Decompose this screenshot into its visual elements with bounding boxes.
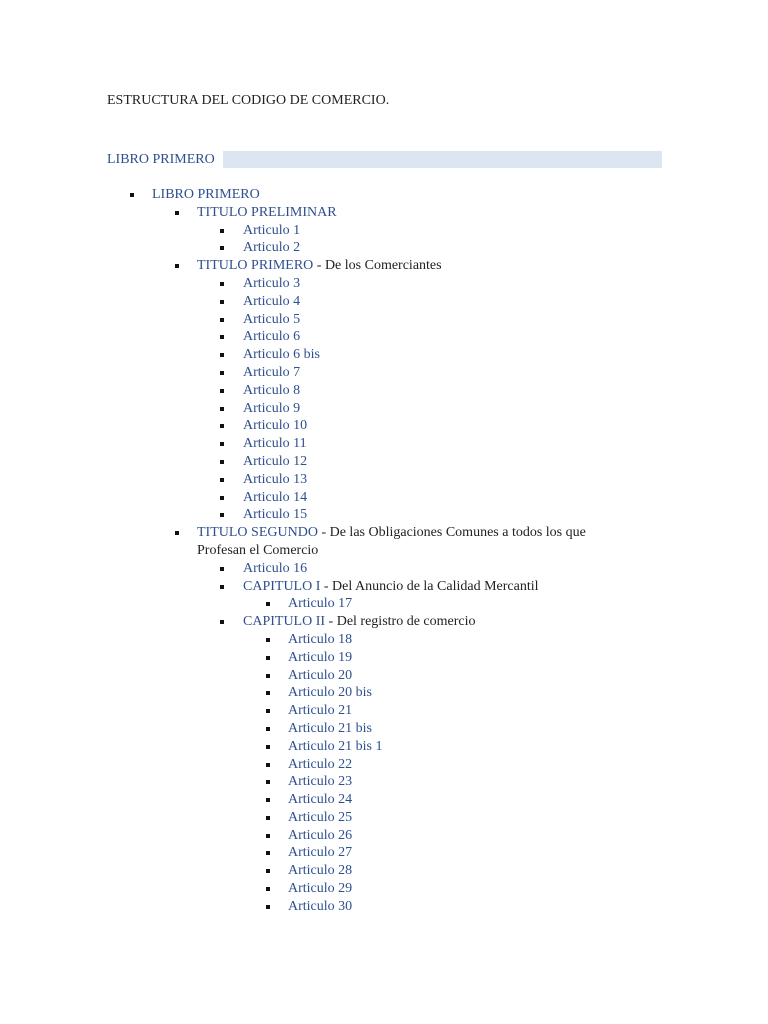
toc-link[interactable]: TITULO PRIMERO [197,258,314,274]
list-item [0,328,768,346]
toc-link[interactable]: Articulo 11 [243,436,307,452]
toc-link[interactable]: Articulo 9 [243,400,301,416]
list-item-text [243,293,300,311]
toc-link[interactable]: Articulo 21 [288,703,353,719]
square-bullet-icon [220,407,224,411]
square-bullet-icon [220,229,224,233]
square-bullet-icon [175,531,179,535]
toc-link[interactable]: Articulo 2 [243,240,301,256]
list-item [0,471,768,489]
document-title: ESTRUCTURA DEL CODIGO DE COMERCIO. [107,93,390,108]
list-item [0,239,768,257]
toc-link[interactable]: Articulo 20 [288,667,353,683]
square-bullet-icon [220,300,224,304]
list-item [0,844,768,862]
list-item [0,560,768,578]
list-item-text [197,524,627,560]
list-item-text [243,578,539,596]
list-item-text [243,222,300,240]
square-bullet-icon [266,851,270,855]
square-bullet-icon [220,460,224,464]
list-item [0,880,768,898]
toc-link[interactable]: CAPITULO I [243,578,321,594]
square-bullet-icon [220,442,224,446]
list-item-text [243,364,300,382]
square-bullet-icon [266,869,270,873]
list-item [0,667,768,685]
list-item [0,204,768,222]
square-bullet-icon [220,585,224,589]
toc-link[interactable]: Articulo 10 [243,418,308,434]
list-item-text [243,346,320,364]
square-bullet-icon [266,798,270,802]
list-item-text [288,684,372,702]
toc-link[interactable]: Articulo 25 [288,809,353,825]
list-item [0,400,768,418]
square-bullet-icon [220,424,224,428]
toc-link[interactable]: Articulo 15 [243,507,308,523]
toc-link[interactable]: Articulo 1 [243,222,301,238]
toc-link[interactable]: LIBRO PRIMERO [152,187,260,202]
square-bullet-icon [266,745,270,749]
toc-link[interactable]: Articulo 21 bis 1 [288,738,383,754]
list-item-text [288,809,352,827]
toc-link[interactable]: Articulo 21 bis [288,720,372,736]
toc-description: - Del registro de comercio [325,614,476,630]
list-item-text [288,880,352,898]
toc-link[interactable]: Articulo 14 [243,489,308,505]
list-item-text [288,756,352,774]
square-bullet-icon [220,620,224,624]
list-item [0,453,768,471]
section-heading [107,151,662,168]
square-bullet-icon [266,674,270,678]
square-bullet-icon [266,763,270,767]
square-bullet-icon [266,816,270,820]
toc-link[interactable]: Articulo 6 [243,329,301,345]
list-item [0,222,768,240]
list-item [0,435,768,453]
toc-link[interactable]: Articulo 6 bis [243,347,320,363]
list-item [0,186,768,204]
square-bullet-icon [266,727,270,731]
list-item-text [243,239,300,257]
toc-link[interactable]: Articulo 3 [243,275,301,291]
list-item [0,293,768,311]
list-item-text [288,702,352,720]
list-item-text [197,257,442,275]
square-bullet-icon [266,905,270,909]
list-item-text [197,204,337,222]
square-bullet-icon [266,691,270,695]
square-bullet-icon [266,638,270,642]
toc-link[interactable]: Articulo 19 [288,649,353,665]
toc-link[interactable]: Articulo 20 bis [288,685,372,701]
toc-link[interactable]: Articulo 29 [288,881,353,897]
list-item [0,364,768,382]
list-item [0,311,768,329]
list-item [0,791,768,809]
list-item [0,720,768,738]
toc-link[interactable]: Articulo 23 [288,774,353,790]
toc-link[interactable]: Articulo 16 [243,560,308,576]
toc-link[interactable]: Articulo 30 [288,898,353,914]
list-item-text [243,613,476,631]
square-bullet-icon [220,335,224,339]
list-item [0,417,768,435]
square-bullet-icon [220,246,224,250]
list-item-text [288,844,352,862]
toc-link[interactable]: Articulo 26 [288,827,353,843]
list-item [0,524,768,560]
toc-link[interactable]: Articulo 13 [243,471,308,487]
list-item [0,257,768,275]
list-item-text [288,898,352,916]
list-item-text [288,773,352,791]
list-item [0,506,768,524]
toc-link[interactable]: Articulo 22 [288,756,353,772]
list-item [0,773,768,791]
square-bullet-icon [130,193,134,197]
toc-link[interactable]: Articulo 7 [243,364,301,380]
list-item-text [288,738,383,756]
toc-link[interactable]: Articulo 28 [288,863,353,879]
list-item [0,613,768,631]
list-item [0,631,768,649]
list-item [0,595,768,613]
list-item-text [288,720,372,738]
toc-link[interactable]: TITULO PRELIMINAR [197,204,337,220]
square-bullet-icon [220,478,224,482]
list-item-text [243,435,307,453]
square-bullet-icon [266,887,270,891]
list-item-text [243,400,300,418]
square-bullet-icon [220,389,224,393]
toc-link[interactable]: Articulo 18 [288,631,353,647]
list-item [0,346,768,364]
list-item-text [243,489,307,507]
toc-link[interactable]: Articulo 8 [243,382,301,398]
square-bullet-icon [220,282,224,286]
toc-link[interactable]: Articulo 27 [288,845,353,861]
list-item-text [288,649,352,667]
toc-description: - Del Anuncio de la Calidad Mercantil [320,578,539,594]
list-item [0,756,768,774]
list-item [0,809,768,827]
toc-link[interactable]: TITULO SEGUNDO [197,525,318,541]
list-item-text [243,417,307,435]
list-item [0,898,768,916]
list-item [0,275,768,293]
list-item-text [243,453,307,471]
list-item [0,382,768,400]
square-bullet-icon [175,211,179,215]
list-item [0,862,768,880]
list-item [0,578,768,596]
square-bullet-icon [220,318,224,322]
list-item-text [288,862,352,880]
table-of-contents [0,186,768,916]
heading-highlight-bar [223,151,662,168]
list-item-text [243,328,300,346]
toc-link[interactable]: Articulo 4 [243,293,301,309]
list-item-text [288,827,352,845]
list-item-text [243,560,307,578]
list-item [0,649,768,667]
toc-link[interactable]: CAPITULO II [243,614,326,630]
square-bullet-icon [266,780,270,784]
square-bullet-icon [266,602,270,606]
section-heading-text: LIBRO PRIMERO [107,152,215,167]
list-item [0,702,768,720]
square-bullet-icon [220,513,224,517]
list-item-text [152,186,260,204]
toc-link[interactable]: Articulo 24 [288,792,353,808]
square-bullet-icon [266,709,270,713]
square-bullet-icon [220,496,224,500]
square-bullet-icon [266,834,270,838]
square-bullet-icon [175,264,179,268]
square-bullet-icon [220,353,224,357]
list-item [0,827,768,845]
list-item-text [243,382,300,400]
toc-description: - De las Obligaciones Comunes a todos los que Profesan el Comercio [197,525,586,558]
list-item-text [288,631,352,649]
square-bullet-icon [220,371,224,375]
list-item [0,489,768,507]
square-bullet-icon [220,567,224,571]
list-item-text [243,471,307,489]
list-item-text [288,791,352,809]
list-item-text [243,275,300,293]
list-item [0,738,768,756]
toc-link[interactable]: Articulo 5 [243,311,301,327]
list-item-text [243,506,307,524]
toc-link[interactable]: Articulo 17 [288,596,353,612]
list-item [0,684,768,702]
list-item-text [288,595,352,613]
list-item-text [243,311,300,329]
toc-description: - De los Comerciantes [313,258,442,274]
toc-link[interactable]: Articulo 12 [243,453,308,469]
list-item-text [288,667,352,685]
square-bullet-icon [266,656,270,660]
